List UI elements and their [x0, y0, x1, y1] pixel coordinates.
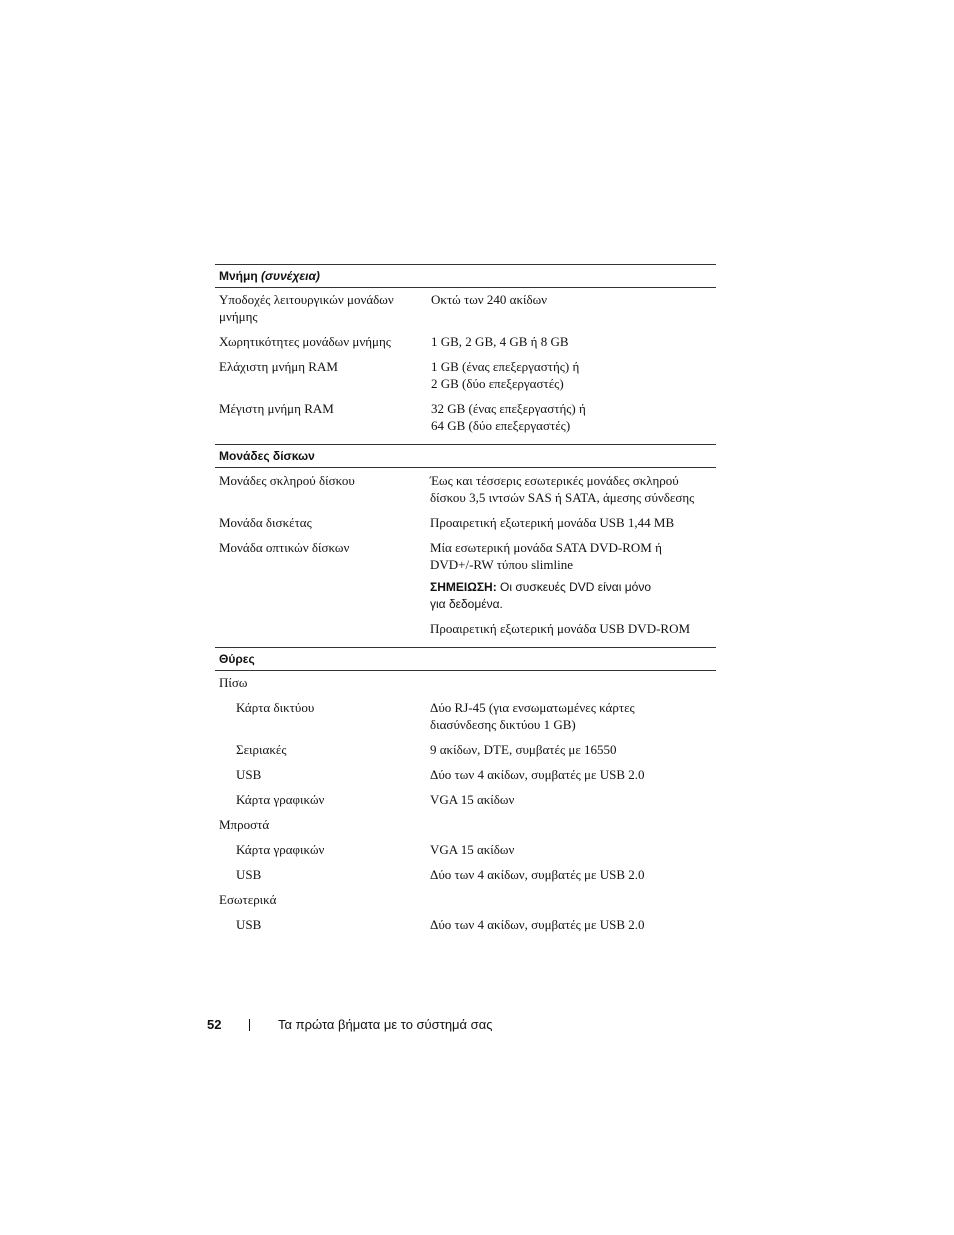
optical-drive-value	[430, 539, 662, 573]
memory-slots-label	[219, 291, 394, 325]
optical-drive-label: Μονάδα οπτικών δίσκων	[219, 540, 350, 555]
note-label: ΣΗΜΕΙΩΣΗ:	[430, 580, 497, 594]
internal-usb-label: USB	[236, 917, 262, 932]
value-line: δίσκου 3,5 ιντσών SAS ή SATA, άμεσης σύνδεσης	[430, 490, 695, 505]
value-line: Δύο RJ-45 (για ενσωματωμένες κάρτες	[430, 700, 635, 715]
front-group-label: Μπροστά	[219, 817, 270, 832]
value-line: Οκτώ των 240 ακίδων	[431, 292, 548, 307]
front-video-value: VGA 15 ακίδων	[430, 842, 515, 857]
memory-heading-continued: (συνέχεια)	[261, 269, 320, 283]
value-line: DVD+/-RW τύπου slimline	[430, 557, 573, 572]
section-heading-memory	[215, 264, 716, 288]
min-ram-label: Ελάχιστη μνήμη RAM	[219, 359, 338, 374]
internal-group-label: Εσωτερικά	[219, 892, 277, 907]
front-usb-label: USB	[236, 867, 262, 882]
front-video-label: Κάρτα γραφικών	[236, 842, 325, 857]
note-text: Οι συσκευές DVD είναι μόνο	[496, 580, 651, 594]
ports-heading: Θύρες	[219, 652, 255, 666]
value-line: 2 GB (δύο επεξεργαστές)	[431, 376, 564, 391]
footer-divider	[249, 1019, 250, 1031]
back-group-label: Πίσω	[219, 675, 248, 690]
back-usb-value: Δύο των 4 ακίδων, συμβατές με USB 2.0	[430, 767, 645, 782]
floppy-drive-value: Προαιρετική εξωτερική μονάδα USB 1,44 MB	[430, 515, 675, 530]
label-line: μνήμης	[219, 309, 258, 324]
hard-drives-label: Μονάδες σκληρού δίσκου	[219, 473, 355, 488]
memory-capacity-value: 1 GB, 2 GB, 4 GB ή 8 GB	[431, 334, 569, 349]
back-usb-label: USB	[236, 767, 262, 782]
front-usb-value: Δύο των 4 ακίδων, συμβατές με USB 2.0	[430, 867, 645, 882]
dvd-note	[430, 579, 651, 613]
drives-heading: Μονάδες δίσκων	[219, 449, 315, 463]
back-serial-value: 9 ακίδων, DTE, συμβατές με 16550	[430, 742, 617, 757]
max-ram-label: Μέγιστη μνήμη RAM	[219, 401, 334, 416]
back-serial-label: Σειριακές	[236, 742, 287, 757]
section-heading-ports	[215, 647, 716, 671]
back-nic-value	[430, 699, 635, 733]
memory-heading: Μνήμη	[219, 269, 258, 283]
value-line: 1 GB (ένας επεξεργαστής) ή	[431, 359, 580, 374]
page-number: 52	[207, 1017, 222, 1032]
footer-title: Τα πρώτα βήματα με το σύστημά σας	[278, 1017, 493, 1032]
value-line: 32 GB (ένας επεξεργαστής) ή	[431, 401, 586, 416]
value-line: 64 GB (δύο επεξεργαστές)	[431, 418, 571, 433]
back-video-label: Κάρτα γραφικών	[236, 792, 325, 807]
value-line: διασύνδεσης δικτύου 1 GB)	[430, 717, 576, 732]
internal-usb-value: Δύο των 4 ακίδων, συμβατές με USB 2.0	[430, 917, 645, 932]
min-ram-value	[431, 358, 579, 392]
back-nic-label: Κάρτα δικτύου	[236, 700, 315, 715]
section-heading-drives	[215, 444, 716, 468]
value-line: Έως και τέσσερις εσωτερικές μονάδες σκληρού	[430, 473, 679, 488]
hard-drives-value	[430, 472, 694, 506]
memory-slots-value	[431, 291, 547, 308]
value-line: Μία εσωτερική μονάδα SATA DVD-ROM ή	[430, 540, 662, 555]
usb-dvd-value: Προαιρετική εξωτερική μονάδα USB DVD-ROM	[430, 621, 691, 636]
note-text-line: για δεδομένα.	[430, 597, 503, 611]
memory-capacity-label: Χωρητικότητες μονάδων μνήμης	[219, 334, 391, 349]
back-video-value: VGA 15 ακίδων	[430, 792, 515, 807]
max-ram-value	[431, 400, 586, 434]
floppy-drive-label: Μονάδα δισκέτας	[219, 515, 312, 530]
label-line: Υποδοχές λειτουργικών μονάδων	[219, 292, 394, 307]
